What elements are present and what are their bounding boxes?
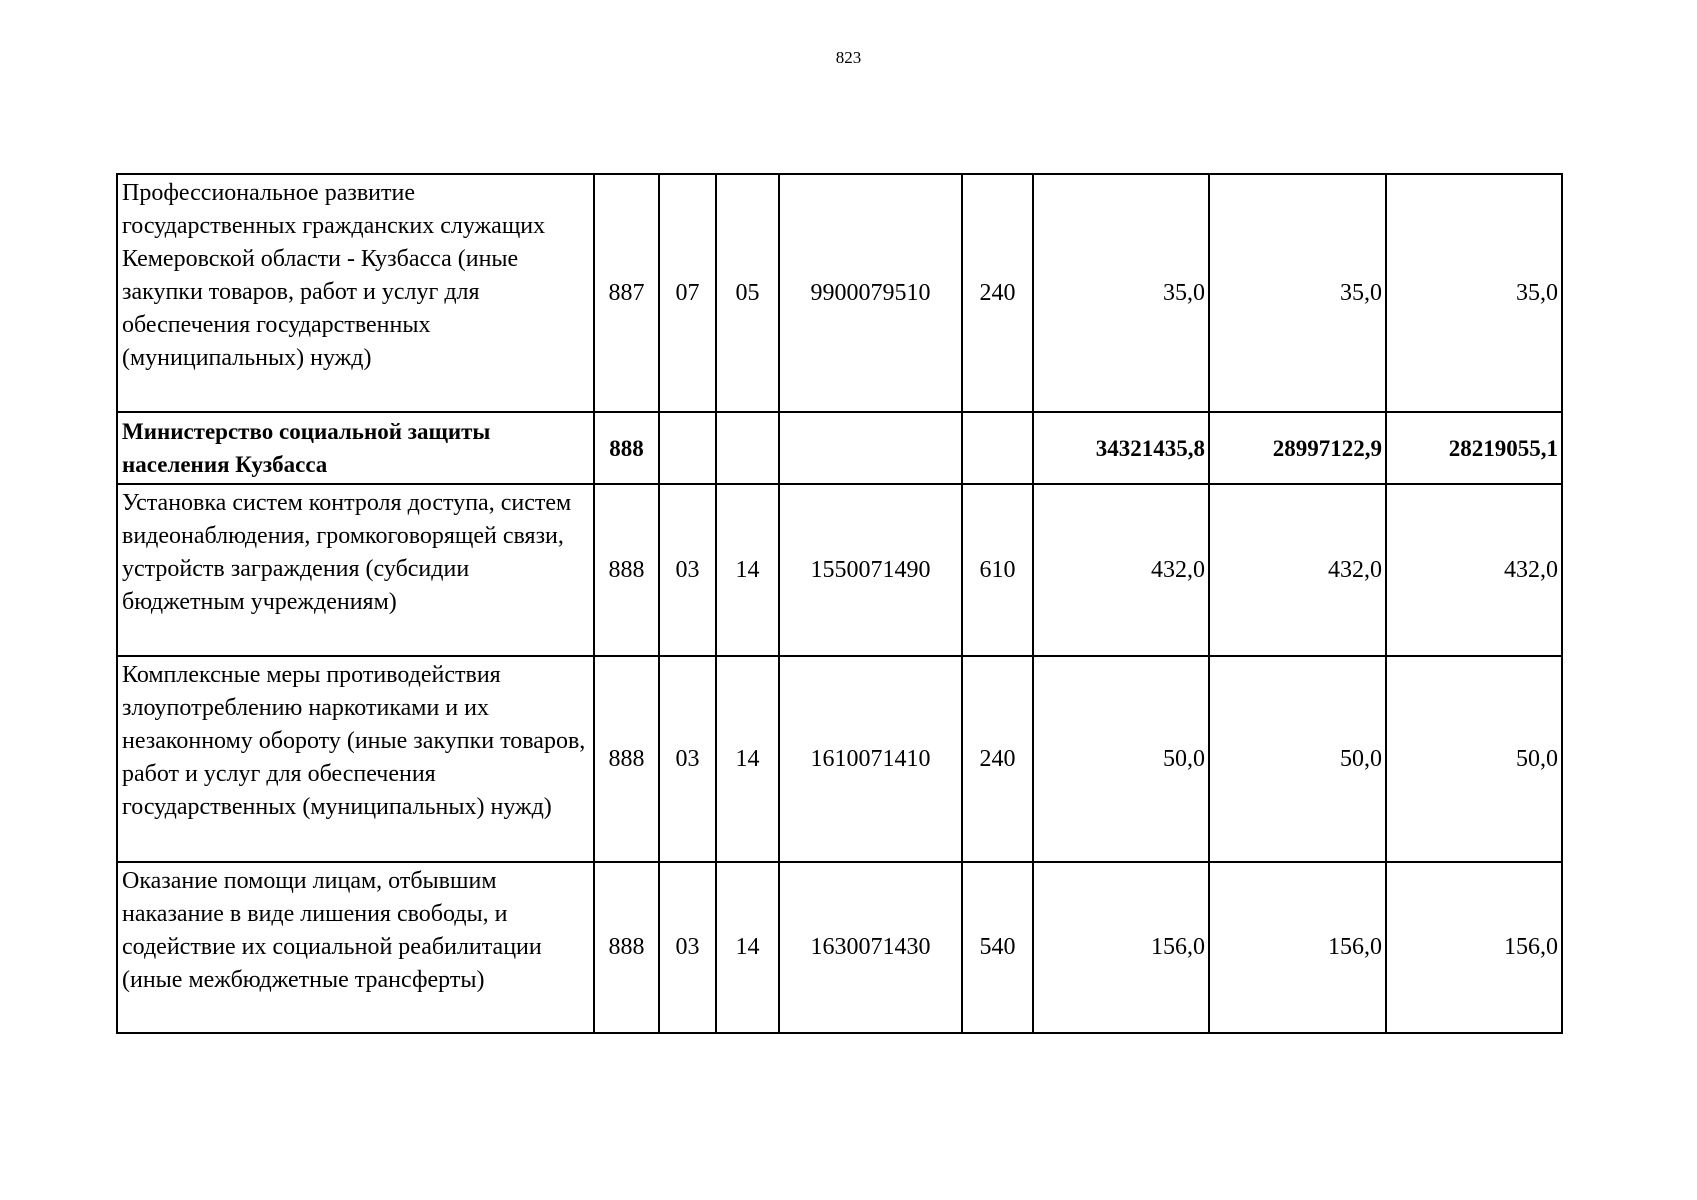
subsection-code: 05 bbox=[716, 174, 779, 412]
amount-year-1: 50,0 bbox=[1033, 656, 1209, 862]
amount-year-3: 156,0 bbox=[1386, 862, 1562, 1033]
section-code bbox=[659, 412, 716, 484]
table-row bbox=[117, 484, 1562, 656]
amount-year-3: 35,0 bbox=[1386, 174, 1562, 412]
table-row bbox=[117, 862, 1562, 1033]
subsection-code: 14 bbox=[716, 862, 779, 1033]
amount-year-2: 35,0 bbox=[1209, 174, 1386, 412]
amount-year-1: 34321435,8 bbox=[1033, 412, 1209, 484]
target-article-code: 1610071410 bbox=[779, 656, 962, 862]
amount-year-2: 50,0 bbox=[1209, 656, 1386, 862]
ministry-code: 888 bbox=[594, 656, 659, 862]
expense-type-code bbox=[962, 412, 1033, 484]
ministry-code: 888 bbox=[594, 862, 659, 1033]
table-row-ministry-total bbox=[117, 412, 1562, 484]
row-description: Комплексные меры противодействия злоупотреблению наркотиками и их незаконному обороту (иные закупки товаров, работ и услуг для обеспечения государственных (муниципальных) нужд) bbox=[117, 656, 594, 862]
section-code: 03 bbox=[659, 862, 716, 1033]
section-code: 07 bbox=[659, 174, 716, 412]
expense-type-code: 540 bbox=[962, 862, 1033, 1033]
row-description: Установка систем контроля доступа, систем видеонаблюдения, громкоговорящей связи, устройств заграждения (субсидии бюджетным учреждениям) bbox=[117, 484, 594, 656]
target-article-code: 9900079510 bbox=[779, 174, 962, 412]
expense-type-code: 240 bbox=[962, 656, 1033, 862]
amount-year-1: 35,0 bbox=[1033, 174, 1209, 412]
amount-year-3: 432,0 bbox=[1386, 484, 1562, 656]
target-article-code: 1550071490 bbox=[779, 484, 962, 656]
amount-year-1: 432,0 bbox=[1033, 484, 1209, 656]
row-description: Министерство социальной защиты населения Кузбасса bbox=[117, 412, 594, 484]
subsection-code: 14 bbox=[716, 484, 779, 656]
amount-year-2: 156,0 bbox=[1209, 862, 1386, 1033]
expense-type-code: 240 bbox=[962, 174, 1033, 412]
budget-table bbox=[116, 173, 1563, 1034]
ministry-code: 888 bbox=[594, 484, 659, 656]
ministry-code: 887 bbox=[594, 174, 659, 412]
target-article-code bbox=[779, 412, 962, 484]
section-code: 03 bbox=[659, 656, 716, 862]
table-row bbox=[117, 656, 1562, 862]
amount-year-2: 28997122,9 bbox=[1209, 412, 1386, 484]
target-article-code: 1630071430 bbox=[779, 862, 962, 1033]
ministry-code: 888 bbox=[594, 412, 659, 484]
section-code: 03 bbox=[659, 484, 716, 656]
row-description: Оказание помощи лицам, отбывшим наказание в виде лишения свободы, и содействие их социальной реабилитации (иные межбюджетные трансферты) bbox=[117, 862, 594, 1033]
row-description: Профессиональное развитие государственных гражданских служащих Кемеровской области - Кузбасса (иные закупки товаров, работ и услуг для обеспечения государственных (муниципальных) нужд) bbox=[117, 174, 594, 412]
amount-year-3: 28219055,1 bbox=[1386, 412, 1562, 484]
amount-year-3: 50,0 bbox=[1386, 656, 1562, 862]
expense-type-code: 610 bbox=[962, 484, 1033, 656]
subsection-code: 14 bbox=[716, 656, 779, 862]
table-row bbox=[117, 174, 1562, 412]
page-number: 823 bbox=[835, 48, 862, 67]
amount-year-2: 432,0 bbox=[1209, 484, 1386, 656]
amount-year-1: 156,0 bbox=[1033, 862, 1209, 1033]
subsection-code bbox=[716, 412, 779, 484]
